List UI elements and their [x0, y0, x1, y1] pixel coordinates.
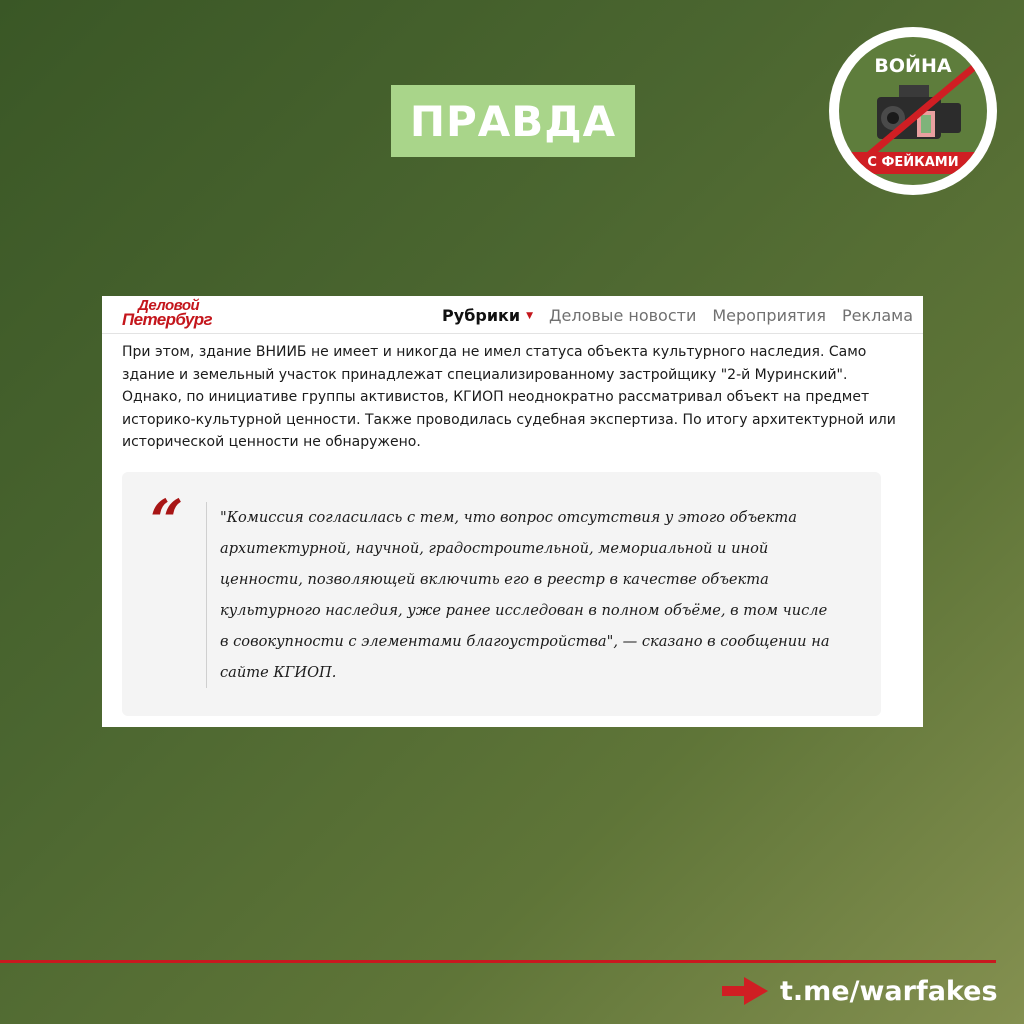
article-screenshot — [102, 296, 923, 727]
site-logo-line1: Деловой — [138, 297, 200, 314]
arrow-right-icon — [722, 977, 768, 1005]
caret-down-icon: ▼ — [526, 311, 534, 321]
logo-emblem — [839, 37, 987, 185]
quote-mark-icon: “ — [150, 487, 184, 555]
channel-logo — [829, 27, 997, 195]
verdict-label: ПРАВДА — [409, 96, 617, 146]
site-header — [102, 296, 923, 334]
footer-divider — [0, 960, 996, 963]
logo-bottom-band: С ФЕЙКАМИ — [851, 152, 975, 174]
site-logo[interactable] — [122, 299, 222, 331]
footer-channel-link[interactable] — [722, 972, 998, 1010]
blockquote — [122, 472, 881, 716]
logo-top-word: ВОЙНА — [874, 55, 952, 77]
nav-item-events[interactable]: Мероприятия — [712, 305, 826, 325]
nav-item-rubrics[interactable]: Рубрики ▼ — [442, 305, 534, 325]
quote-text: "Комиссия согласилась с тем, что вопрос отсутствия у этого объекта архитектурной, научной, градостроительной, мемориальной и иной ценности, позволяющей включить его в реестр в качестве объекта культурного наследия, уже ранее исследован в полном объёме, в том числе в совокупности с элементами благоустройства", — сказано в сообщении на сайте КГИОП. — [220, 509, 830, 681]
nav-item-business-news[interactable]: Деловые новости — [549, 305, 697, 325]
nav-item-advertising[interactable]: Реклама — [841, 305, 913, 325]
quote-divider — [206, 502, 207, 688]
footer-link-text: t.me/warfakes — [780, 975, 998, 1007]
verdict-badge — [391, 85, 635, 157]
site-nav — [442, 296, 913, 334]
article-paragraph: При этом, здание ВНИИБ не имеет и никогда не имел статуса объекта культурного наследия. Само здание и земельный участок принадлежат специализированному застройщику "2-й Муринский". Однако, по инициативе группы активистов, КГИОП неоднократно рассматривал объект на предмет историко-культурной ценности. Также проводилась судебная экспертиза. По итогу архитектурной или исторической ценности не обнаружено. — [122, 344, 896, 450]
site-logo-line2: Петербург — [122, 310, 213, 329]
